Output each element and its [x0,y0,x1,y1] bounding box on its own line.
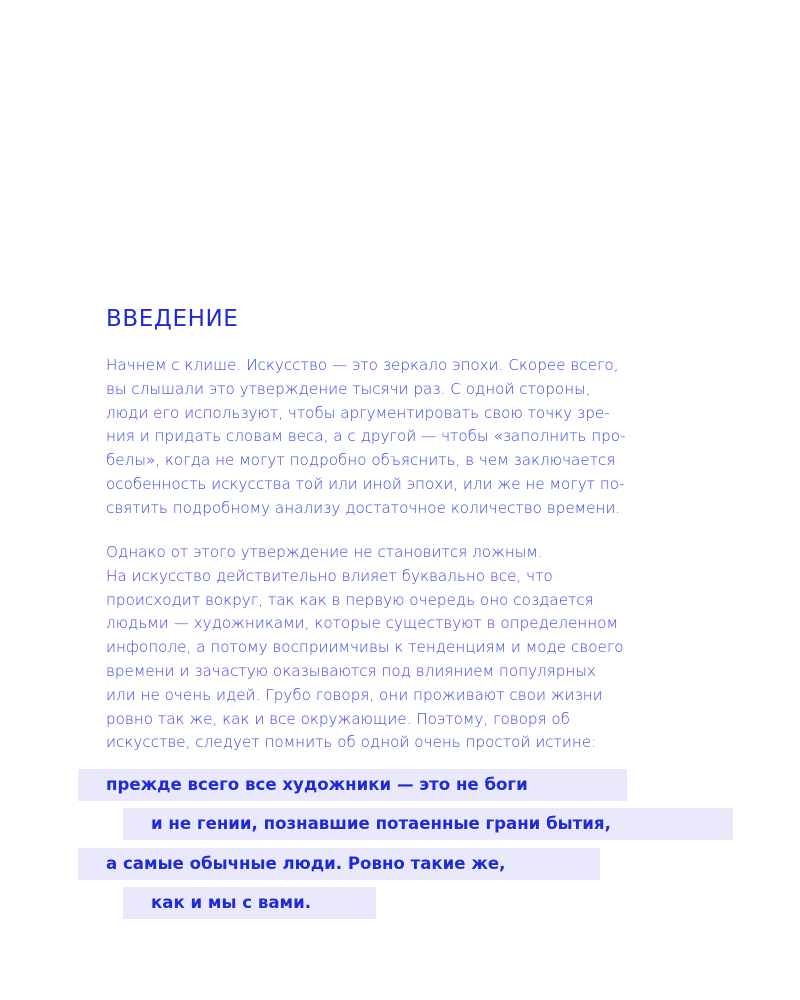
paragraph-line: вы слышали это утверждение тысячи раз. С одной стороны, [106,379,591,398]
paragraph-line: святить подробному анализу достаточное количество времени. [106,498,621,517]
paragraph-line: инфополе, а потому восприимчивы к тенденциям и моде своего [106,638,624,657]
paragraph-line: времени и зачастую оказываются под влиянием популярных [106,661,596,680]
quote-line: прежде всего все художники — это не боги [78,769,627,801]
paragraph-line: искусстве, следует помнить об одной очень простой истине: [106,733,597,752]
paragraph-line: люди его используют, чтобы аргументировать свою точку зре- [106,403,610,422]
paragraph-line: особенность искусства той или иной эпохи, или же не могут по- [106,474,625,493]
paragraph-line: На искусство действительно влияет буквально все, что [106,566,553,585]
paragraph-line: или не очень идей. Грубо говоря, они проживают свои жизни [106,685,603,704]
section-heading: ВВЕДЕНИЕ [106,306,239,332]
paragraph-line: белы», когда не могут подробно объяснить, в чем заключается [106,451,616,470]
paragraph-line: ровно так же, как и все окружающие. Поэтому, говоря об [106,709,570,728]
paragraph-line: людьми — художниками, которые существуют в определенном [106,614,618,633]
quote-line: и не гении, познавшие потаенные грани бытия, [123,808,733,840]
quote-line: а самые обычные люди. Ровно такие же, [78,848,600,880]
quote-line: как и мы с вами. [123,887,376,919]
paragraph-line: Начнем с клише. Искусство — это зеркало эпохи. Скорее всего, [106,356,619,374]
paragraph-line: ния и придать словам веса, а с другой — чтобы «заполнить про- [106,427,626,446]
paragraph-line: Однако от этого утверждение не становится ложным. [106,543,543,561]
paragraph-line: происходит вокруг, так как в первую очередь оно создается [106,590,594,609]
